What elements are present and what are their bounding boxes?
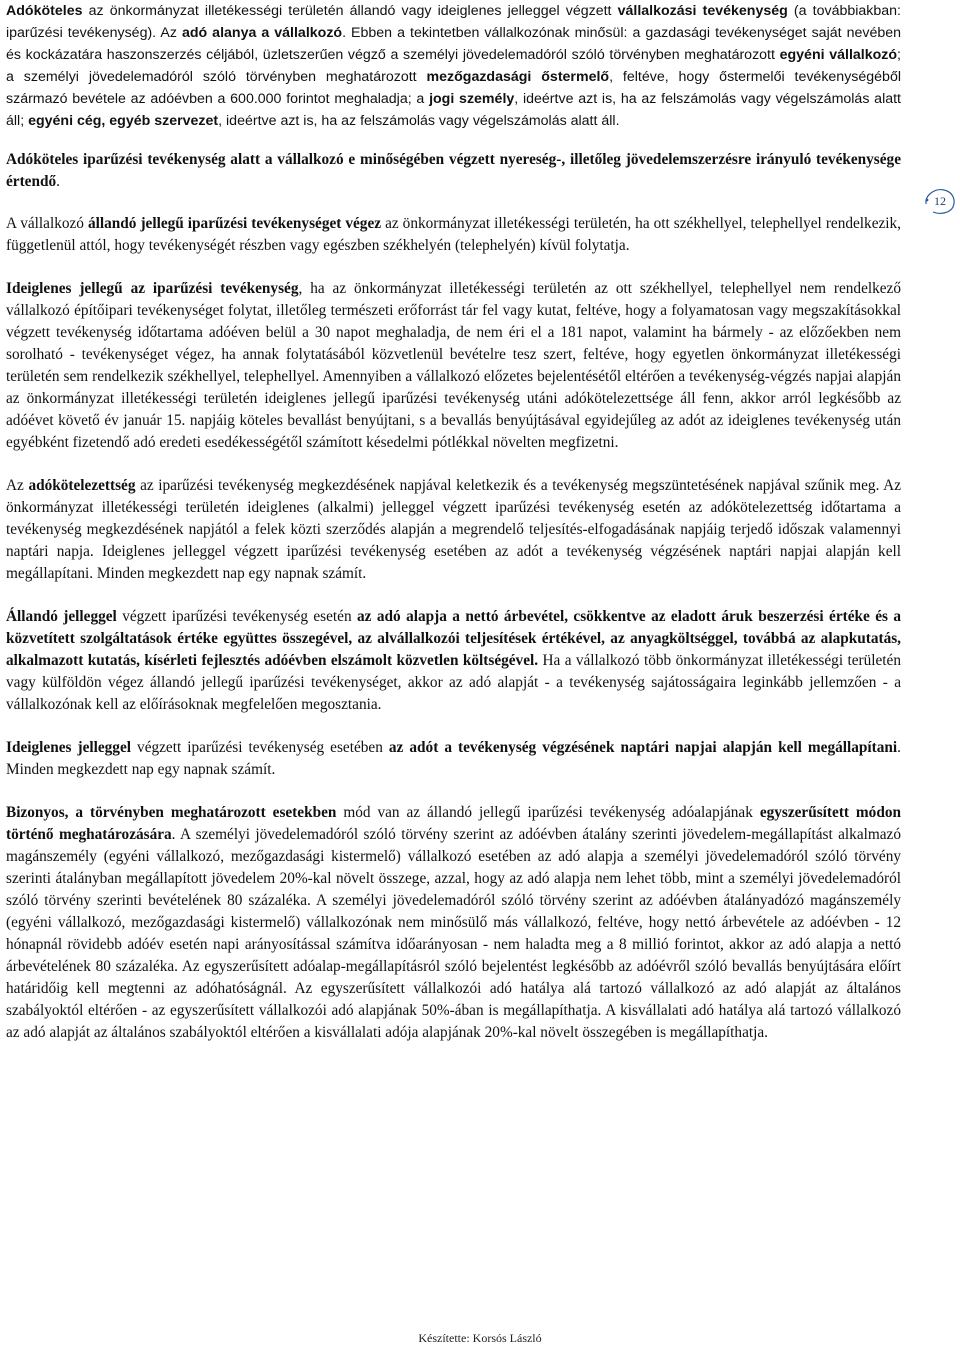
text-run: Az xyxy=(6,477,29,494)
text-run: . xyxy=(56,173,60,190)
text-run: végzett iparűzési tevékenység esetén xyxy=(116,608,358,625)
bold-text-run: jogi személy xyxy=(429,91,515,107)
text-run: az önkormányzat illetékességi területén, ha ott székhellyel, telephellyel rendelkezik, függetlenül attól, hogy tevékenységét részben vagy egészben székhelyén (telephelyén) kívül folytatja. xyxy=(6,215,901,254)
paragraph-tax-liability xyxy=(6,475,901,585)
text-run: . Ebben a tekintetben vállalkozónak minősül: a gazdasági tevékenységet saját nevében és kockázatára haszonszerzés céljából, üzletszerűen végző a személyi jövedelemadóról szóló törvényben meghatározott xyxy=(6,25,902,63)
bold-text-run: Ideiglenes jellegű az iparűzési tevékenység xyxy=(6,280,299,297)
page-number-badge xyxy=(922,186,958,216)
footer-author: Készítette: Korsós László xyxy=(418,1331,542,1345)
bold-text-run: vállalkozási tevékenység xyxy=(617,3,788,19)
paragraph-simplified-tax-base xyxy=(6,802,901,1044)
document-page xyxy=(6,0,901,1063)
bold-text-run: Ideiglenes jelleggel xyxy=(6,739,131,756)
paragraph-taxable-activity xyxy=(6,149,901,193)
bold-text-run: az adót a tevékenység végzésének naptári napjai alapján kell megállapítani xyxy=(388,739,898,756)
bold-text-run: Bizonyos, a törvényben meghatározott esetekben xyxy=(6,804,337,821)
page-number: 12 xyxy=(934,194,946,208)
text-run: (a továbbiakban: iparűzési tevékenység). Az xyxy=(6,3,901,41)
bold-text-run: mezőgazdasági őstermelő xyxy=(426,69,610,85)
text-run: az iparűzési tevékenység megkezdésének napjával keletkezik és a tevékenység megszüntetésének napjával szűnik meg. Az önkormányzat illetékességi területén ideiglenes (alkalmi) jelleggel végzett iparűzési tevékenység esetén az adókötelezettség időtartama a tevékenység megkezdésének napjától a felek közti szerződés alapján a megrendelő teljesítés-elfogadásának napjáig terjedő időszak valamennyi naptári napja. Ideiglenes jelleggel végzett iparűzési tevékenység esetében az adót a tevékenység végzésének naptári napjai alapján kell megállapítani. Minden megkezdett nap egy napnak számít. xyxy=(6,477,901,582)
bold-text-run: egyszerűsített módon történő meghatározására xyxy=(6,804,901,843)
bold-text-run: Adóköteles iparűzési tevékenység alatt a vállalkozó e minőségében végzett nyereség-, illetőleg jövedelemszerzésre irányuló tevékenysége értendő xyxy=(6,151,901,190)
paragraph-permanent-activity xyxy=(6,213,901,257)
paragraph-permanent-tax-base xyxy=(6,606,901,716)
text-run: mód van az állandó jellegű iparűzési tevékenység adóalapjának xyxy=(336,804,760,821)
bold-text-run: Adóköteles xyxy=(6,3,83,19)
paragraph-taxable-subject xyxy=(6,0,901,132)
text-run: , ha az önkormányzat illetékességi területén az ott székhellyel, telephellyel nem rendelkező vállalkozó építőipari tevékenységet folytat, illetőleg természeti erőforrást tár fel vagy kutat, feltéve, hogy a folyamatosan vagy megszakításokkal végzett tevékenység időtartama adóéven belül a 30 napot meghaladja, de nem éri el a 181 napot, valamint ha bármely - az előzőekben nem sorolható - tevékenységet végez, ha annak folytatásából közvetlenül bevételre tesz szert, feltéve, hogy egyetlen önkormányzat illetékességi területén sem rendelkezik székhellyel, telephellyel. Amennyiben a vállalkozó előzetes bejelentésétől eltérően a tevékenység-végzés napjai alapján az önkormányzat illetékességi területén ideiglenes jellegű iparűzési tevékenység utáni adókötelezettsége áll fenn, akkor arról legkésőbb az adóévet követő év január 15. napjáig köteles bevallást benyújtani, s a bevallás benyújtásával egyidejűleg az adót az ideiglenes tevékenység után egyébként fizetendő adó eredeti esedékességétől számított késedelmi pótlékkal növelten megfizetni. xyxy=(6,280,901,451)
text-run: ; a személyi jövedelemadóról szóló törvényben meghatározott xyxy=(6,47,901,85)
paragraph-temporary-activity xyxy=(6,278,901,454)
text-run: , feltéve, hogy őstermelői tevékenységéből származó bevétele az adóévben a 600.000 forintot meghaladja; a xyxy=(6,69,901,107)
text-run: Ha a vállalkozó több önkormányzat illetékességi területén vagy külföldön végez állandó jellegű iparűzési tevékenységet, akkor az adó alapját - a tevékenység sajátosságaira leginkább jellemzően - a vállalkozónak kell az előírásoknak megfelelően megosztania. xyxy=(6,652,901,713)
bold-text-run: az adó alapja a nettó árbevétel, csökkentve az eladott áruk beszerzési értéke és a közvetített szolgáltatások értéke együttes összegével, az alvállalkozói teljesítések értékével, az anyagköltséggel, továbbá az alapkutatás, alkalmazott kutatás, kísérleti fejlesztés adóévben elszámolt közvetlen költségével. xyxy=(6,608,901,669)
bold-text-run: egyéni cég, egyéb szervezet xyxy=(28,113,219,129)
text-run: A vállalkozó xyxy=(6,215,88,232)
text-run: . A személyi jövedelemadóról szóló törvény szerint az adóévben átalány szerinti jövedelem-megállapítást alkalmazó magánszemély (egyéni vállalkozó, mezőgazdasági kistermelő) vállalkozó esetében az adó alapja a személyi jövedelemadóról szóló törvény szerinti átalányban megállapított jövedelem 20%-kal növelt összege, azzal, hogy az adó alapja nem lehet több, mint a személyi jövedelemadóról szóló törvény szerinti bevételének 80 százaléka. A személyi jövedelemadóról szóló törvény szerint az adóévben átalányadózó magánszemély (egyéni vállalkozó, mezőgazdasági kistermelő) vállalkozónak nem minősülő más vállalkozó, feltéve, hogy nettó árbevétele az adóévben - 12 hónapnál rövidebb adóév esetén napi arányosítással számítva időarányosan - nem haladta meg a 8 millió forintot, akkor az adó alapja a nettó árbevételének 80 százaléka. Az egyszerűsített adóalap-megállapításról szóló bejelentést legkésőbb az adóévről szóló bevallás benyújtására előírt határidőig kell megtenni az adóhatóságnál. Az egyszerűsített vállalkozói adó hatálya alá tartozó vállalkozó az adó alapját az általános szabályoktól eltérően - az egyszerűsített vállalkozói adó alapjának 50%-ában is megállapíthatja. A kisvállalati adó hatálya alá tartozó vállalkozó az adó alapját az általános szabályoktól eltérően a kisvállalati adója alapjának 20%-kal növelt összegében is megállapíthatja. xyxy=(6,826,901,1041)
text-run: , ideértve azt is, ha az felszámolás vagy végelszámolás alatt áll; xyxy=(6,91,901,129)
text-run: , ideértve azt is, ha az felszámolás vagy végelszámolás alatt áll. xyxy=(218,113,620,129)
text-run: az önkormányzat illetékességi területén állandó vagy ideiglenes jelleggel végzett xyxy=(82,3,618,19)
bold-text-run: adókötelezettség xyxy=(28,477,136,494)
bold-text-run: adó alanya a vállalkozó xyxy=(181,25,343,41)
text-run: végzett iparűzési tevékenység esetében xyxy=(131,739,389,756)
paragraph-temporary-tax-base xyxy=(6,737,901,781)
bold-text-run: állandó jellegű iparűzési tevékenységet végez xyxy=(87,215,382,232)
bold-text-run: egyéni vállalkozó xyxy=(779,47,898,63)
bold-text-run: Állandó jelleggel xyxy=(6,608,117,625)
text-run: . Minden megkezdett nap egy napnak számít. xyxy=(6,739,901,778)
